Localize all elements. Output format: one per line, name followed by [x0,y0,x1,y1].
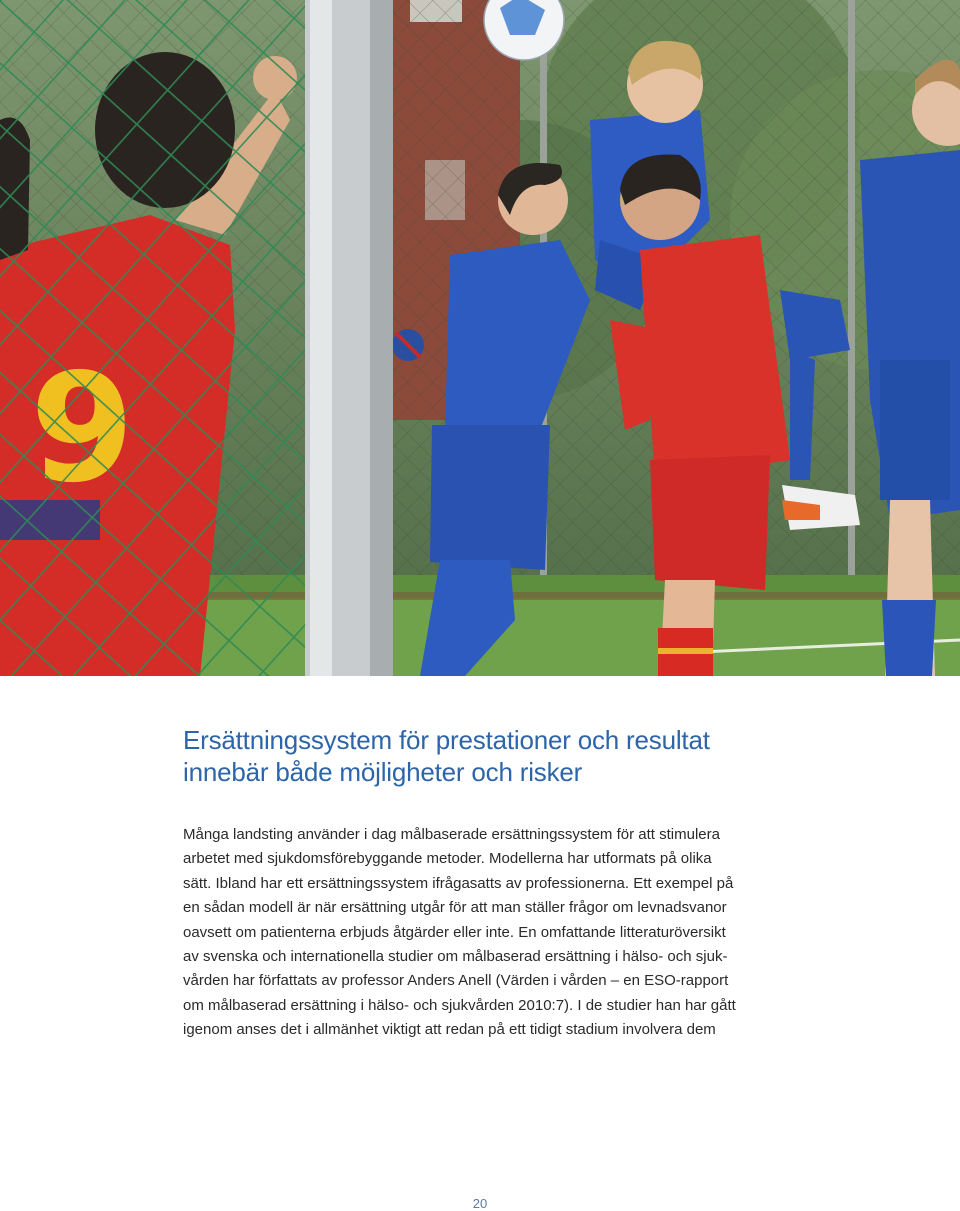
body-line: oavsett om patienterna erbjuds åtgärder eller inte. En omfattande litteraturöversikt [183,923,726,941]
headline-line: innebär både möjligheter och risker [183,757,583,787]
body-line: vården har författats av professor Anders Anell (Värden i vården – en ESO-rapport [183,972,729,990]
body-line: igenom anses det i allmänhet viktigt att redan på ett tidigt stadium involvera dem [183,1021,716,1039]
body-line: av svenska och internationella studier om målbaserad ersättning i hälso- och sjuk- [183,948,728,966]
body-line: arbetet med sjukdomsförebyggande metoder. Modellerna har utformats på olika [183,850,712,868]
article-body [183,823,783,1043]
page-number: 20 [472,1196,488,1211]
body-line: om målbaserad ersättning i hälso- och sjukvården 2010:7). I de studier han har gått [183,996,736,1014]
body-line: en sådan modell är när ersättning utgår för att man ställer frågor om levnadsvanor [183,899,727,917]
article-headline [183,724,823,788]
headline-line: Ersättningssystem för prestationer och resultat [183,725,710,755]
body-line: Många landsting använder i dag målbaserade ersättningssystem för att stimulera [183,826,720,843]
body-line: sätt. Ibland har ett ersättningssystem ifrågasatts av professionerna. Ett exempel på [183,874,734,892]
